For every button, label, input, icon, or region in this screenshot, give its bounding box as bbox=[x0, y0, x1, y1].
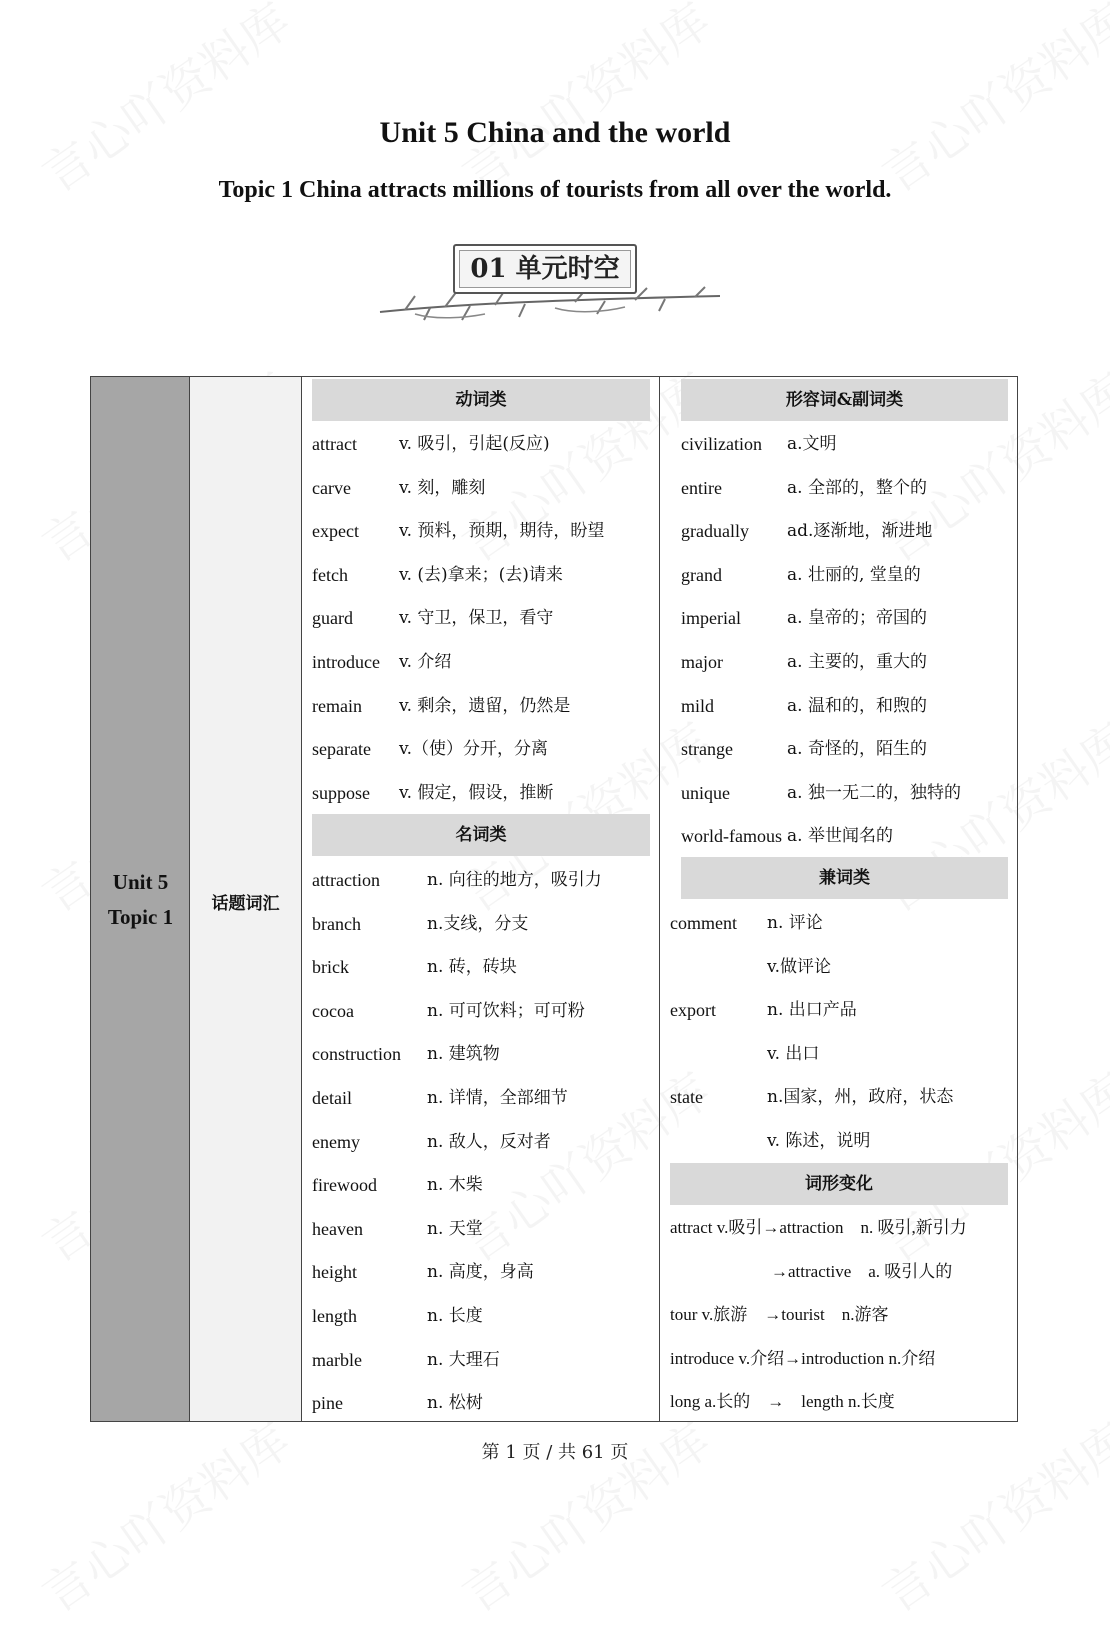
vocab-word: major bbox=[681, 652, 723, 672]
page-footer: 第 1 页 / 共 61 页 bbox=[481, 1442, 629, 1463]
multi-header: 兼词类 bbox=[681, 857, 1008, 899]
vocab-meaning: a. 全部的，整个的 bbox=[787, 477, 927, 498]
word-form-row: tour v.旅游 →tourist n.游客 bbox=[670, 1305, 889, 1325]
unit-column bbox=[91, 377, 190, 1421]
vocab-word: pine bbox=[312, 1393, 343, 1414]
vocab-meaning: a.文明 bbox=[787, 434, 837, 454]
vocab-word: state bbox=[670, 1087, 703, 1108]
vocab-meaning: a. 独一无二的，独特的 bbox=[787, 782, 961, 803]
vocab-meaning: n. 高度，身高 bbox=[427, 1262, 534, 1283]
vocab-meaning: v. 预料，预期，期待，盼望 bbox=[399, 521, 605, 542]
vocab-meaning: v. 陈述，说明 bbox=[767, 1131, 871, 1151]
vocab-word: comment bbox=[670, 913, 737, 933]
vocab-word: length bbox=[312, 1306, 357, 1326]
word-form-row: introduce v.介绍→introduction n.介绍 bbox=[670, 1348, 936, 1368]
watermark-text bbox=[26, 1404, 302, 1625]
vocab-word: grand bbox=[681, 564, 722, 585]
vocab-word: export bbox=[670, 1000, 716, 1021]
vocab-meaning: a. 主要的，重大的 bbox=[787, 652, 927, 672]
vocab-word: unique bbox=[681, 782, 730, 803]
vocab-word: gradually bbox=[681, 521, 749, 542]
section-badge bbox=[375, 240, 725, 326]
vocab-word: civilization bbox=[681, 434, 762, 454]
vocab-word: brick bbox=[312, 957, 349, 978]
vocab-meaning: n. 评论 bbox=[767, 913, 823, 933]
vocab-meaning: n. 详情，全部细节 bbox=[427, 1088, 568, 1108]
vocab-word: mild bbox=[681, 695, 715, 716]
vocab-table bbox=[90, 376, 1018, 1422]
vocab-word: carve bbox=[312, 477, 351, 498]
vocab-meaning: n. 向往的地方，吸引力 bbox=[427, 870, 602, 890]
vocab-word: remain bbox=[312, 695, 362, 716]
vocab-meaning: n.国家，州，政府，状态 bbox=[767, 1087, 954, 1108]
vocab-meaning: n. 砖，砖块 bbox=[427, 957, 517, 978]
vocab-word: detail bbox=[312, 1088, 352, 1108]
vocab-meaning: v. 假定，假设，推断 bbox=[399, 782, 554, 803]
vocab-word: marble bbox=[312, 1349, 362, 1370]
vocab-meaning: v. 守卫，保卫，看守 bbox=[399, 608, 554, 629]
vocab-word: separate bbox=[312, 739, 371, 760]
vocab-meaning: a. 皇帝的；帝国的 bbox=[787, 608, 927, 629]
unit-label bbox=[91, 865, 190, 935]
vocab-word: enemy bbox=[312, 1131, 360, 1152]
vocab-word: firewood bbox=[312, 1175, 377, 1196]
vocab-meaning: n. 木柴 bbox=[427, 1175, 483, 1196]
vocab-word: expect bbox=[312, 521, 359, 542]
vocab-word: imperial bbox=[681, 608, 741, 629]
vocab-meaning: a. 举世闻名的 bbox=[787, 826, 893, 847]
vocab-meaning: n. 可可饮料；可可粉 bbox=[427, 1000, 585, 1021]
vocab-word: world-famous bbox=[681, 826, 782, 847]
vocab-meaning: a. 温和的，和煦的 bbox=[787, 695, 927, 716]
watermark-text bbox=[866, 1404, 1110, 1625]
vocab-meaning: v. 刻，雕刻 bbox=[399, 477, 486, 498]
vocab-meaning: v. 吸引，引起(反应) bbox=[399, 434, 550, 454]
word-form-row: long a.长的 → length n.长度 bbox=[670, 1392, 895, 1412]
vocab-meaning: v.（使）分开，分离 bbox=[399, 739, 548, 760]
watermark-text bbox=[446, 0, 722, 205]
vocab-meaning: n. 大理石 bbox=[427, 1349, 500, 1370]
vocab-word: entire bbox=[681, 477, 722, 498]
vocab-word: construction bbox=[312, 1044, 401, 1065]
page-title: Unit 5 China and the world bbox=[379, 116, 731, 149]
vocab-word: fetch bbox=[312, 564, 348, 585]
vocab-word: height bbox=[312, 1262, 357, 1283]
vocab-meaning: n. 建筑物 bbox=[427, 1044, 500, 1065]
vocab-word: suppose bbox=[312, 782, 370, 803]
vocab-word: strange bbox=[681, 739, 733, 760]
topic-label: 话题词汇 bbox=[211, 894, 280, 914]
vocab-meaning: n. 长度 bbox=[427, 1306, 483, 1326]
vocab-meaning: ad.逐渐地，渐进地 bbox=[787, 521, 933, 542]
vocab-word: branch bbox=[312, 913, 361, 934]
topic-column bbox=[190, 377, 302, 1421]
watermark-text bbox=[26, 0, 302, 205]
vocab-meaning: n. 敌人，反对者 bbox=[427, 1131, 551, 1152]
vocab-meaning: v. (去)拿来；(去)请来 bbox=[399, 564, 563, 585]
word-form-row: →attractive a. 吸引人的 bbox=[771, 1261, 953, 1281]
vocab-word: introduce bbox=[312, 652, 380, 672]
unit-label-line2: Topic 1 bbox=[107, 905, 174, 929]
vocab-meaning: v. 介绍 bbox=[399, 652, 452, 672]
vocab-word: cocoa bbox=[312, 1000, 354, 1021]
column-divider bbox=[659, 377, 660, 1421]
vocab-word: heaven bbox=[312, 1218, 363, 1239]
vocab-meaning: v. 剩余，遗留，仍然是 bbox=[399, 695, 571, 716]
watermark-text bbox=[866, 0, 1110, 205]
vocab-word: attract bbox=[312, 434, 357, 454]
vocab-meaning: n.支线，分支 bbox=[427, 913, 529, 934]
vocab-meaning: v. 出口 bbox=[767, 1043, 820, 1064]
vocab-meaning: n. 松树 bbox=[427, 1393, 483, 1414]
unit-label-line1: Unit 5 bbox=[112, 870, 169, 894]
nouns-header: 名词类 bbox=[312, 814, 650, 856]
vocab-word: attraction bbox=[312, 870, 380, 890]
forms-header: 词形变化 bbox=[670, 1163, 1008, 1205]
badge-label: 01 单元时空 bbox=[453, 244, 637, 294]
adjectives-header: 形容词&副词类 bbox=[681, 379, 1008, 421]
vocab-meaning: n. 出口产品 bbox=[767, 1000, 857, 1021]
verbs-header: 动词类 bbox=[312, 379, 650, 421]
word-form-row: attract v.吸引→attraction n. 吸引,新引力 bbox=[670, 1218, 967, 1237]
watermark-text bbox=[446, 1404, 722, 1625]
page-subtitle: Topic 1 China attracts millions of tourists from all over the world. bbox=[218, 177, 892, 203]
vocab-meaning: n. 天堂 bbox=[427, 1218, 483, 1239]
vocab-meaning: v.做评论 bbox=[767, 956, 831, 977]
vocab-meaning: a. 奇怪的，陌生的 bbox=[787, 739, 927, 760]
vocab-word: guard bbox=[312, 608, 353, 629]
vocab-meaning: a. 壮丽的, 堂皇的 bbox=[787, 564, 921, 585]
